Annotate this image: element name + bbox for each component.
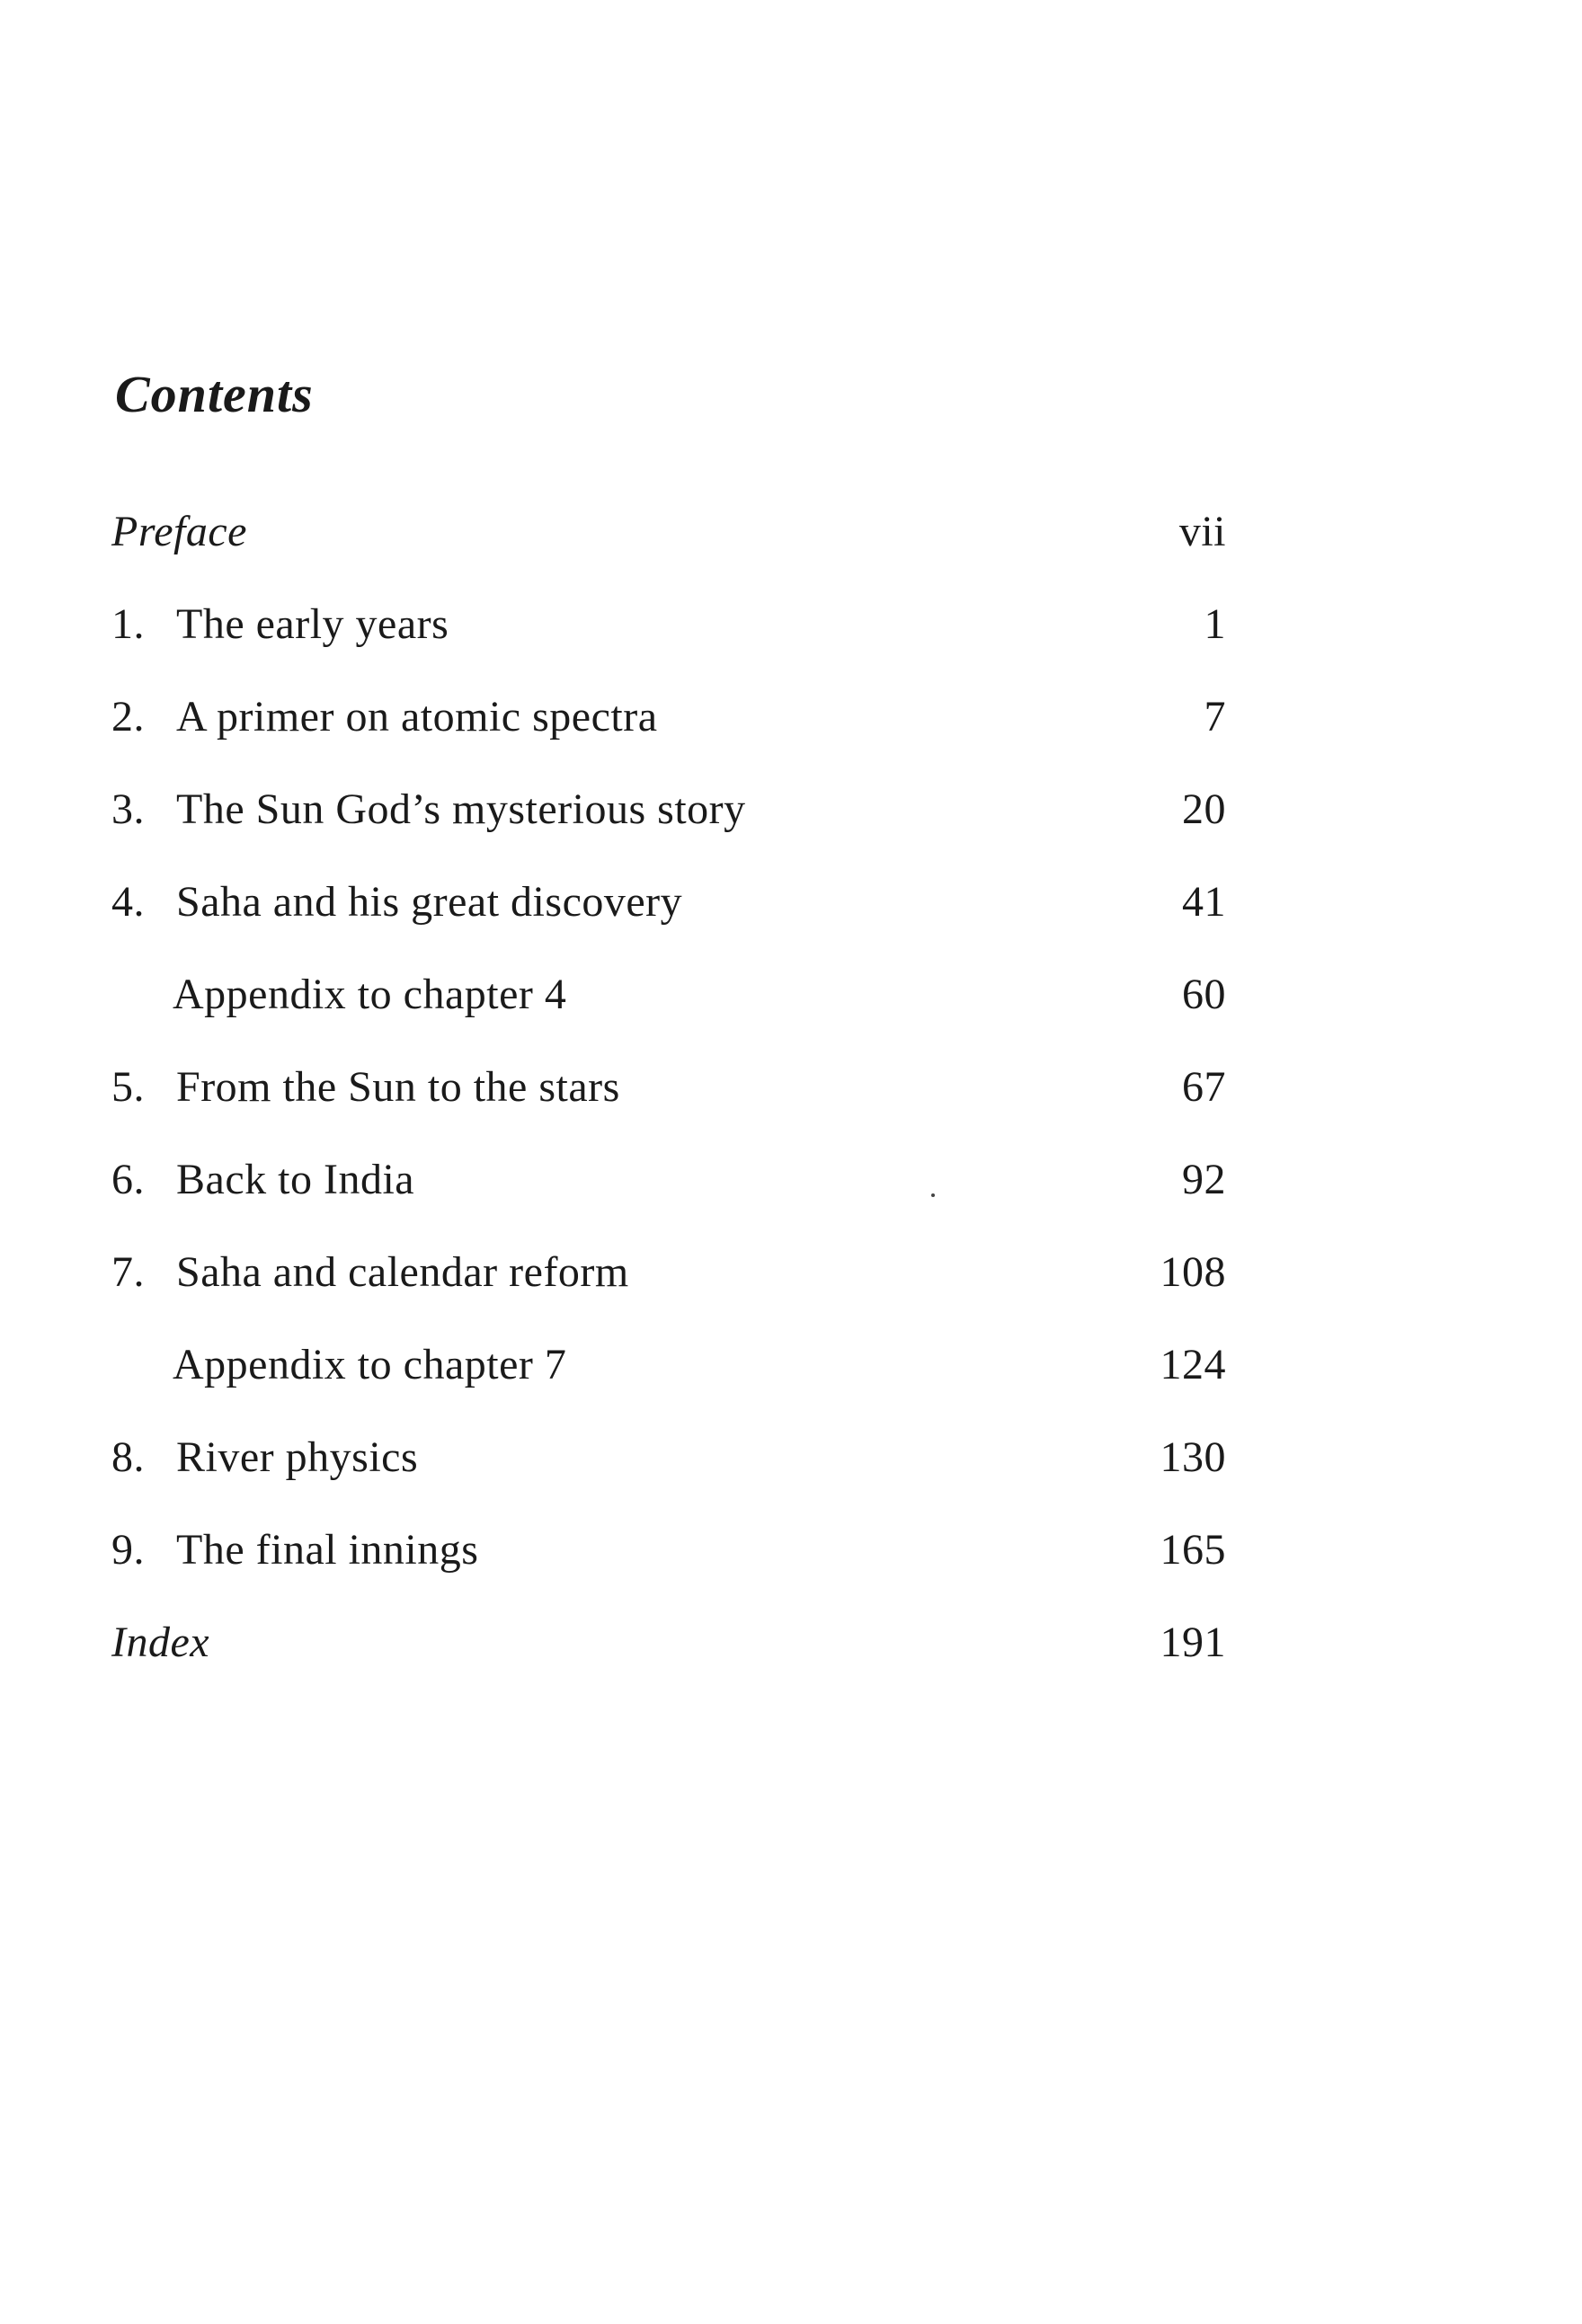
toc-entry-number: 8.: [111, 1433, 145, 1481]
toc-entry-number: 6.: [111, 1156, 145, 1203]
toc-entry-page: 41: [1182, 878, 1226, 926]
toc-entry-chapter-8[interactable]: [111, 1411, 1226, 1504]
toc-entry-page: 60: [1182, 971, 1226, 1018]
table-of-contents: [111, 485, 1226, 1689]
toc-entry-number: 9.: [111, 1526, 145, 1574]
toc-entry-page: 7: [1204, 693, 1226, 741]
toc-entry-title: Index: [111, 1619, 210, 1666]
toc-entry-page: 67: [1182, 1063, 1226, 1111]
toc-entry-number: 5.: [111, 1063, 145, 1111]
toc-entry-title: Saha and calendar reform: [176, 1248, 629, 1296]
toc-entry-number: 7.: [111, 1248, 145, 1296]
toc-entry-page: 1: [1204, 600, 1226, 648]
toc-entry-title: The final innings: [176, 1526, 479, 1574]
toc-entry-chapter-5[interactable]: [111, 1041, 1226, 1133]
toc-entry-chapter-4[interactable]: [111, 856, 1226, 948]
toc-entry-page: 191: [1160, 1619, 1226, 1666]
toc-entry-chapter-9[interactable]: [111, 1504, 1226, 1596]
toc-entry-number: 3.: [111, 785, 145, 833]
toc-entry-chapter-2[interactable]: [111, 670, 1226, 763]
toc-entry-number: 2.: [111, 693, 145, 741]
toc-entry-page: 20: [1182, 785, 1226, 833]
toc-entry-title: From the Sun to the stars: [176, 1063, 620, 1111]
toc-entry-title: The Sun God’s mysterious story: [176, 785, 746, 833]
toc-entry-chapter-1[interactable]: [111, 578, 1226, 670]
toc-entry-title: Appendix to chapter 4: [173, 971, 567, 1018]
toc-entry-appendix-7[interactable]: [111, 1318, 1226, 1411]
toc-entry-title: The early years: [176, 600, 449, 648]
toc-entry-page: vii: [1178, 508, 1226, 555]
toc-entry-appendix-4[interactable]: [111, 948, 1226, 1041]
toc-entry-number: 4.: [111, 878, 145, 926]
toc-entry-title: A primer on atomic spectra: [176, 693, 658, 741]
toc-entry-chapter-3[interactable]: [111, 763, 1226, 856]
toc-entry-preface[interactable]: [111, 485, 1226, 578]
toc-entry-index[interactable]: [111, 1596, 1226, 1689]
toc-entry-title: Preface: [111, 508, 247, 555]
toc-entry-title: Back to India: [176, 1156, 415, 1203]
toc-entry-number: 1.: [111, 600, 145, 648]
toc-entry-chapter-6[interactable]: [111, 1133, 1226, 1226]
page-title: Contents: [115, 365, 314, 423]
toc-entry-title: Appendix to chapter 7: [173, 1341, 567, 1388]
toc-entry-page: 92: [1182, 1156, 1226, 1203]
print-speck: [931, 1193, 935, 1197]
toc-entry-title: River physics: [176, 1433, 419, 1481]
toc-entry-page: 124: [1160, 1341, 1226, 1388]
toc-entry-chapter-7[interactable]: [111, 1226, 1226, 1318]
toc-entry-page: 165: [1160, 1526, 1226, 1574]
toc-entry-title: Saha and his great discovery: [176, 878, 683, 926]
toc-entry-page: 108: [1160, 1248, 1226, 1296]
toc-entry-page: 130: [1160, 1433, 1226, 1481]
